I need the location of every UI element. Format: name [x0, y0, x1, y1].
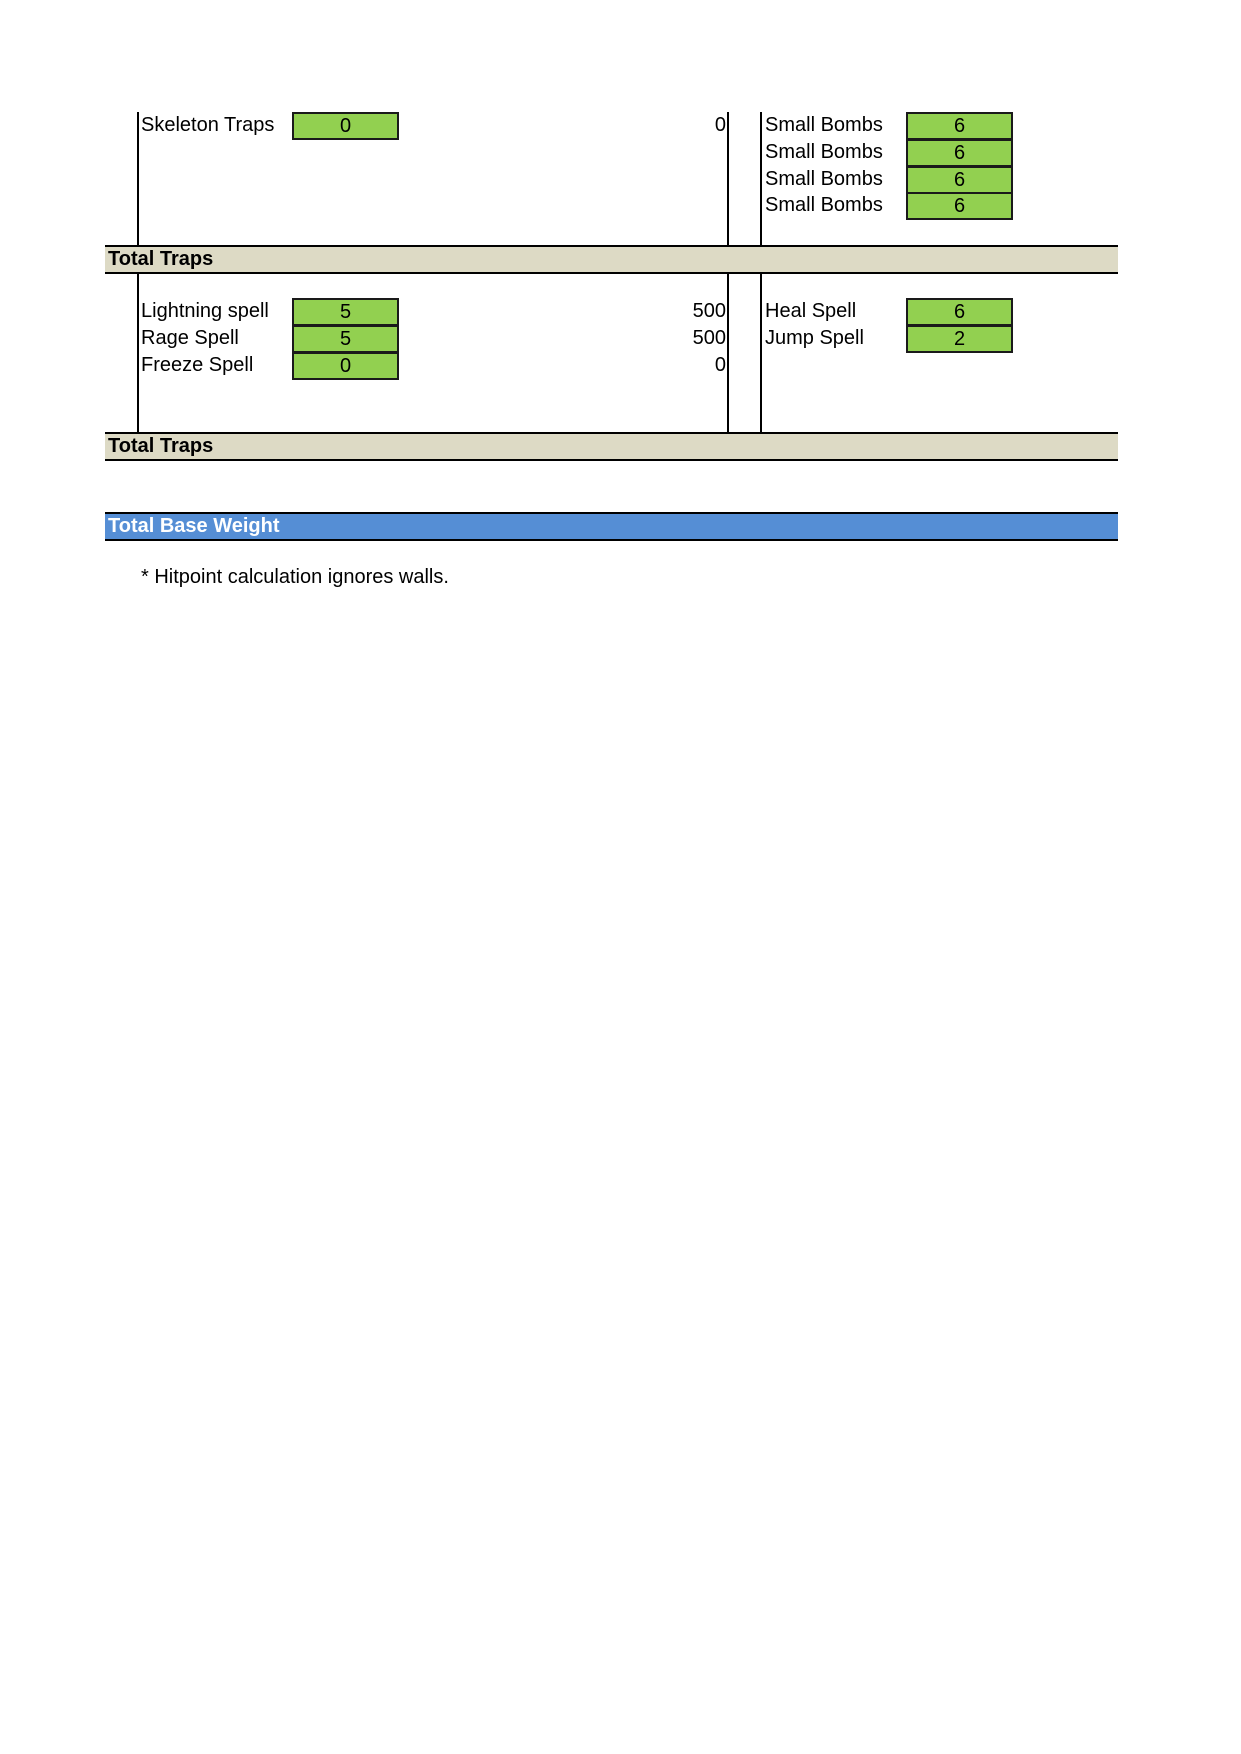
row-label: Jump Spell	[765, 327, 864, 349]
row-label: Small Bombs	[765, 114, 883, 136]
total-traps-bar: Total Traps	[105, 245, 1118, 274]
total-traps-bar: Total Traps	[105, 432, 1118, 461]
section2-mid-border-a	[727, 274, 729, 432]
count-cell[interactable]: 6	[906, 139, 1013, 167]
value-cell: 500	[692, 300, 726, 322]
value-cell: 0	[714, 354, 726, 376]
row-label: Small Bombs	[765, 194, 883, 216]
section2-left-border	[137, 274, 139, 432]
count-cell[interactable]: 6	[906, 112, 1013, 140]
section1-mid-border-b	[760, 112, 762, 245]
count-cell[interactable]: 6	[906, 166, 1013, 194]
value-cell: 0	[714, 114, 726, 136]
row-label: Rage Spell	[141, 327, 239, 349]
count-cell[interactable]: 6	[906, 192, 1013, 220]
count-cell[interactable]: 5	[292, 298, 399, 326]
footnote: * Hitpoint calculation ignores walls.	[141, 566, 449, 588]
value-cell: 500	[692, 327, 726, 349]
count-cell[interactable]: 0	[292, 112, 399, 140]
section1-mid-border-a	[727, 112, 729, 245]
row-label: Small Bombs	[765, 141, 883, 163]
count-cell[interactable]: 0	[292, 352, 399, 380]
row-label: Skeleton Traps	[141, 114, 275, 136]
count-cell[interactable]: 5	[292, 325, 399, 353]
row-label: Heal Spell	[765, 300, 857, 322]
row-label: Freeze Spell	[141, 354, 254, 376]
section2-mid-border-b	[760, 274, 762, 432]
row-label: Small Bombs	[765, 168, 883, 190]
count-cell[interactable]: 2	[906, 325, 1013, 353]
row-label: Lightning spell	[141, 300, 269, 322]
total-base-weight-bar: Total Base Weight	[105, 512, 1118, 541]
count-cell[interactable]: 6	[906, 298, 1013, 326]
section1-left-border	[137, 112, 139, 245]
